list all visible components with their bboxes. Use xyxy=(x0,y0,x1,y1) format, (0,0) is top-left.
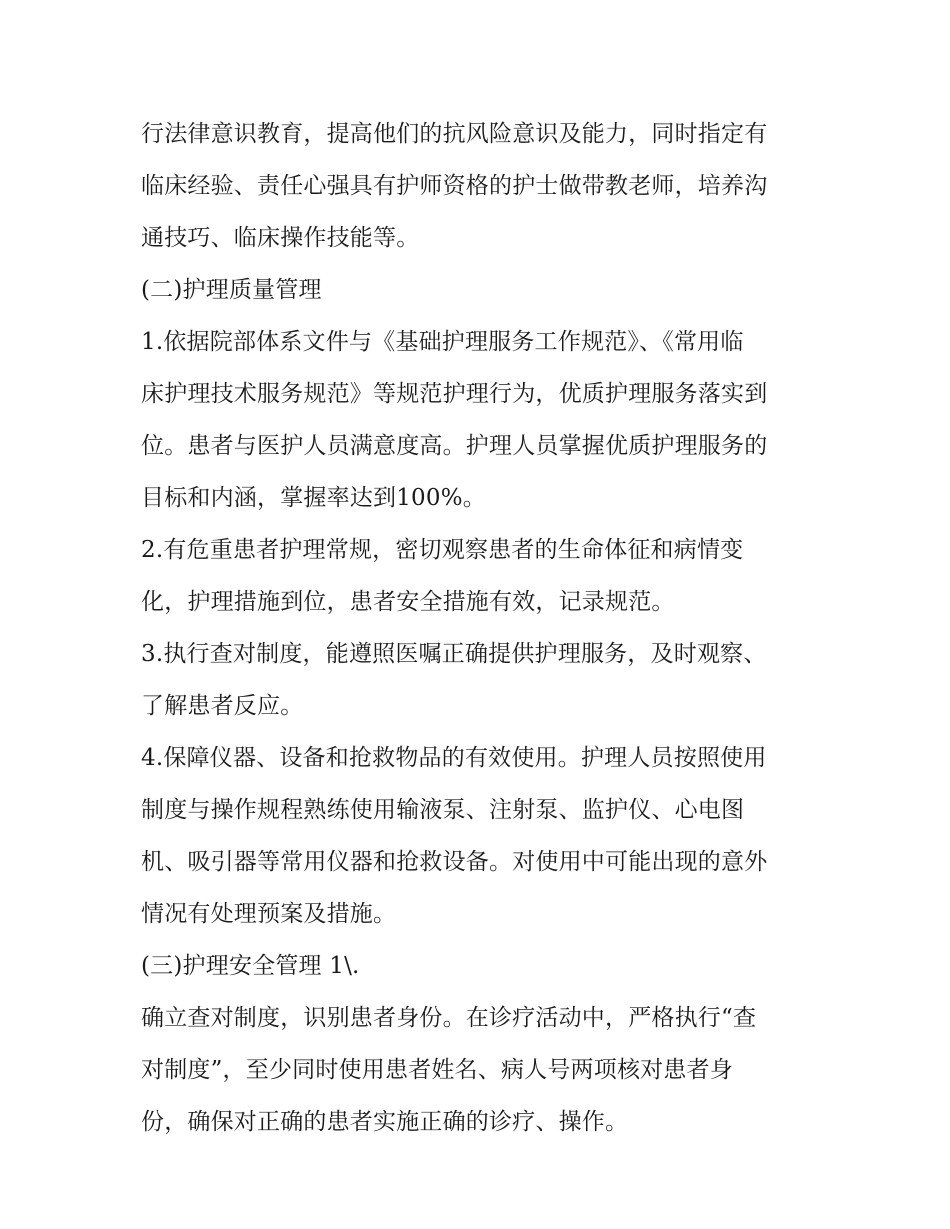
text-line: 化，护理措施到位，患者安全措施有效，记录规范。 xyxy=(141,589,675,615)
text-line: 通技巧、临床操作技能等。 xyxy=(141,225,420,251)
section-heading: (二)护理质量管理 xyxy=(141,277,322,303)
section-heading: (三)护理安全管理 1\. xyxy=(141,953,360,979)
text-line: 床护理技术服务规范》等规范护理行为，优质护理服务落实到 xyxy=(141,381,768,407)
text-line: 了解患者反应。 xyxy=(141,693,304,719)
text-line: 2.有危重患者护理常规，密切观察患者的生命体征和病情变 xyxy=(141,537,744,563)
text-line: 目标和内涵，掌握率达到100%。 xyxy=(141,485,486,511)
text-line: 情况有处理预案及措施。 xyxy=(141,901,397,927)
text-line: 对制度”，至少同时使用患者姓名、病人号两项核对患者身 xyxy=(141,1057,733,1083)
text-line: 位。患者与医护人员满意度高。护理人员掌握优质护理服务的 xyxy=(141,433,768,459)
text-line: 临床经验、责任心强具有护师资格的护士做带教老师，培养沟 xyxy=(141,173,768,199)
document-body xyxy=(141,108,831,1148)
text-line: 制度与操作规程熟练使用输液泵、注射泵、监护仪、心电图 xyxy=(141,797,745,823)
text-line: 份，确保对正确的患者实施正确的诊疗、操作。 xyxy=(141,1109,629,1135)
text-line: 确立查对制度，识别患者身份。在诊疗活动中，严格执行“查 xyxy=(141,1005,757,1031)
text-line: 行法律意识教育，提高他们的抗风险意识及能力，同时指定有 xyxy=(141,121,768,147)
text-line: 1.依据院部体系文件与《基础护理服务工作规范》、《常用临 xyxy=(141,329,744,355)
text-line: 4.保障仪器、设备和抢救物品的有效使用。护理人员按照使用 xyxy=(141,745,767,771)
text-line: 3.执行查对制度，能遵照医嘱正确提供护理服务，及时观察、 xyxy=(141,641,767,667)
text-line: 机、吸引器等常用仪器和抢救设备。对使用中可能出现的意外 xyxy=(141,849,768,875)
